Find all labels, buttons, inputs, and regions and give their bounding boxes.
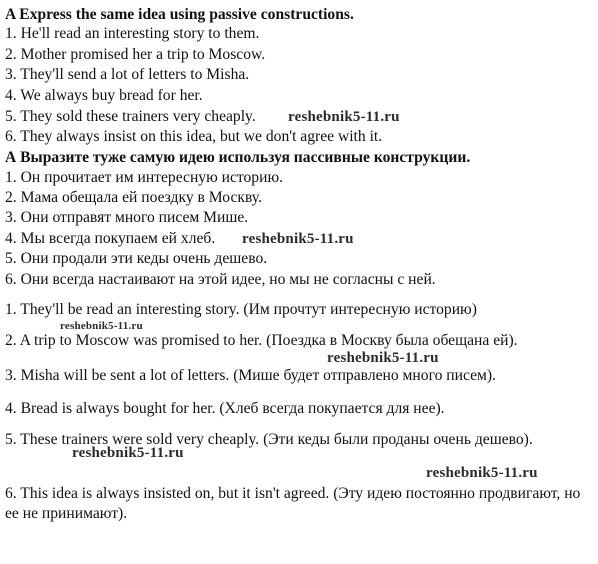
watermark: reshebnik5-11.ru: [72, 445, 184, 461]
answer-2: 2. A trip to Moscow was promised to her. (Поездка в Москву была обещана ей).: [5, 332, 518, 349]
task-ru-item-5: 5. Они продали эти кеды очень дешево.: [5, 250, 268, 267]
watermark: reshebnik5-11.ru: [242, 231, 354, 247]
task-ru-item-4: 4. Мы всегда покупаем ей хлеб.: [5, 230, 216, 247]
task-ru-item-2: 2. Мама обещала ей поездку в Москву.: [5, 189, 262, 206]
task-en-heading: A Express the same idea using passive constructions.: [5, 6, 354, 23]
task-ru-item-1: 1. Он прочитает им интересную историю.: [5, 169, 283, 186]
task-en-item-4: 4. We always buy bread for her.: [5, 87, 203, 104]
answer-3: 3. Misha will be sent a lot of letters. (Мише будет отправлено много писем).: [5, 367, 496, 384]
watermark: reshebnik5-11.ru: [288, 109, 400, 125]
task-ru-heading: А Выразите туже самую идею используя пассивные конструкции.: [5, 149, 471, 166]
task-en-item-5: 5. They sold these trainers very cheaply.: [5, 108, 256, 125]
answer-1: 1. They'll be read an interesting story. (Им прочтут интересную историю): [5, 301, 477, 318]
answer-6: 6. This idea is always insisted on, but it isn't agreed. (Эту идею постоянно продвигают, но ее не принимают).: [5, 485, 581, 522]
task-en-item-3: 3. They'll send a lot of letters to Misha.: [5, 66, 250, 83]
task-en-item-1: 1. He'll read an interesting story to them.: [5, 25, 260, 42]
answer-5: 5. These trainers were sold very cheaply. (Эти кеды были проданы очень дешево).: [5, 431, 533, 448]
watermark: reshebnik5-11.ru: [60, 320, 143, 332]
answer-4: 4. Bread is always bought for her. (Хлеб всегда покупается для нее).: [5, 400, 445, 417]
task-ru-item-3: 3. Они отправят много писем Мише.: [5, 209, 249, 226]
task-en-item-2: 2. Mother promised her a trip to Moscow.: [5, 46, 266, 63]
watermark: reshebnik5-11.ru: [426, 465, 538, 481]
task-ru-item-6: 6. Они всегда настаивают на этой идее, но мы не согласны с ней.: [5, 271, 436, 288]
task-en-item-6: 6. They always insist on this idea, but we don't agree with it.: [5, 128, 383, 145]
watermark: reshebnik5-11.ru: [327, 350, 439, 366]
